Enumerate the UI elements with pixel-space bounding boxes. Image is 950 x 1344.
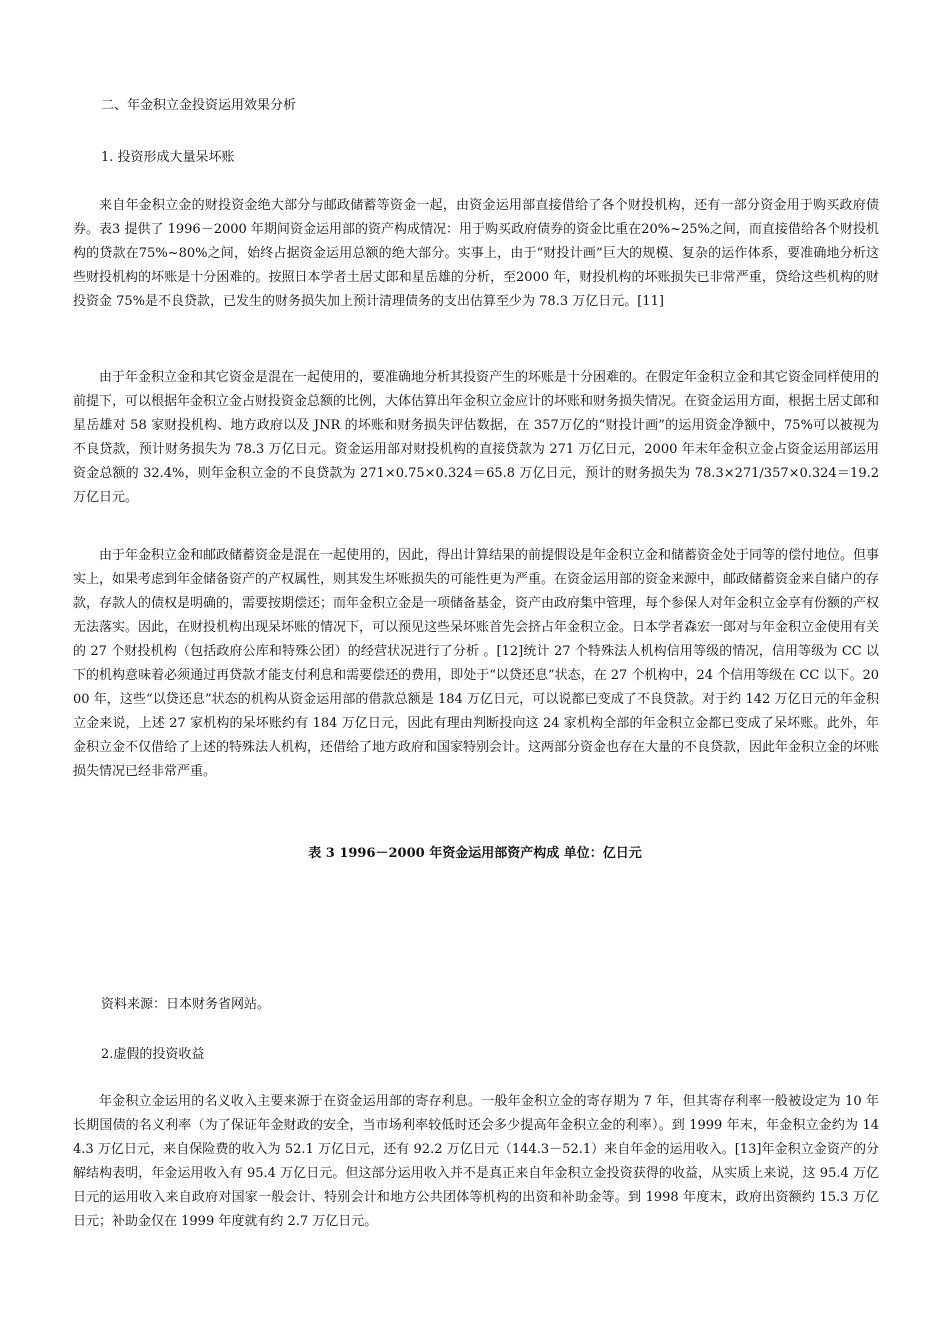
paragraph-2: 由于年金积立金和其它资金是混在一起使用的，要准确地分析其投资产生的坏账是十分困难的。在假定年金积立金和其它资金同样使用的前提下，可以根据年金积立金占财投资金总额的比例，大体估算出年金积立金应计的坏账和财务损失情况。在资金运用方面，根据土居丈郎和星岳雄对 58 家财投机构、地方政府以及 JNR 的坏账和财务损失评估数据，在 357万亿的“财投计画”的运用资金净额中，75%可以被视为不良贷款，预计财务损失为 78.3 万亿日元。资金运用部对财投机构的直接贷款为 271 万亿日元，2000 年末年金积立金占资金运用部运用资金总额的 32.4%，则年金积立金的不良贷款为 271×0.75×0.324＝65.8 万亿日元，预计的财务损失为 78.3×271/357×0.324＝19.2 万亿日元。: [73, 370, 880, 505]
subheading-bad-debt: 1. 投资形成大量呆坏账: [101, 150, 235, 165]
table-caption: 表 3 1996－2000 年资金运用部资产构成 单位：亿日元: [308, 846, 642, 861]
paragraph-3: 由于年金积立金和邮政储蓄资金是混在一起使用的，因此，得出计算结果的前提假设是年金积立金和储蓄资金处于同等的偿付地位。但事实上，如果考虑到年金储备资产的产权属性，则其发生坏账损失的可能性更为严重。在资金运用部的资金来源中，邮政储蓄资金来自储户的存款，存款人的债权是明确的，需要按期偿还；而年金积立金是一项储备基金，资产由政府集中管理，每个参保人对年金积立金享有份额的产权无法落实。因此，在财投机构出现呆坏账的情况下，可以预见这些呆坏账首先会挤占年金积立金。日本学者森宏一郎对与年金积立金使用有关的 27 个财投机构（包括政府公库和特殊公团）的经营状况进行了分析 。[12]统计 27 个特殊法人机构信用等级的情况，信用等级为 CC 以下的机构意味着必须通过再贷款才能支付利息和需要偿还的费用，即处于“以贷还息”状态，在 27 个机构中，24 个信用等级在 CC 以下。2000 年，这些“以贷还息”状态的机构从资金运用部的借款总额是 184 万亿日元，可以说都已变成了不良贷款。对于约 142 万亿日元的年金积立金来说，上述 27 家机构的呆坏账约有 184 万亿日元，因此有理由判断投向这 24 家机构全部的年金积立金都已变成了呆坏账。此外，年金积立金不仅借给了上述的特殊法人机构，还借给了地方政府和国家特别会计。这两部分资金也存在大量的不良贷款，因此年金积立金的坏账损失情况已经非常严重。: [73, 548, 880, 779]
subheading-false-returns: 2.虚假的投资收益: [101, 1047, 205, 1062]
section-heading: 二、年金积立金投资运用效果分析: [101, 98, 297, 113]
paragraph-4: 年金积立金运用的名义收入主要来源于在资金运用部的寄存利息。一般年金积立金的寄存期为 7 年，但其寄存利率一般被设定为 10 年长期国债的名义利率（为了保证年金财政的安全，当市场利率较低时还会多少提高年金积立金的利率）。到 1999 年末，年金积立金约为 144.3 万亿日元，来自保险费的收入为 52.1 万亿日元，还有 92.2 万亿日元（144.3－52.1）来自年金的运用收入。[13]年金积立金资产的分解结构表明，年金运用收入有 95.4 万亿日元。但这部分运用收入并不是真正来自年金积立金投资获得的收益，从实质上来说，这 95.4 万亿日元的运用收入来自政府对国家一般会计、特别会计和地方公共团体等机构的出资和补助金等。到 1998 年度末，政府出资额约 15.3 万亿日元；补助金仅在 1999 年度就有约 2.7 万亿日元。: [73, 1094, 879, 1229]
table-placeholder: [100, 872, 850, 982]
paragraph-1: 来自年金积立金的财投资金绝大部分与邮政储蓄等资金一起，由资金运用部直接借给了各个财投机构，还有一部分资金用于购买政府债券。表3 提供了 1996－2000 年期间资金运用部的资产构成情况：用于购买政府债券的资金比重在20%~25%之间，而直接借给各个财投机构的贷款在75%~80%之间，始终占据资金运用总额的绝大部分。实事上，由于“财投计画”巨大的规模、复杂的运作体系，要准确地分析这些财投机构的坏账是十分困难的。按照日本学者土居丈郎和星岳雄的分析，至2000 年，财投机构的坏账损失已非常严重，贷给这些机构的财投资金 75%是不良贷款，已发生的财务损失加上预计清理债务的支出估算至少为 78.3 万亿日元。[11]: [73, 198, 879, 309]
source-note: 资料来源：日本财务省网站。: [101, 997, 271, 1012]
